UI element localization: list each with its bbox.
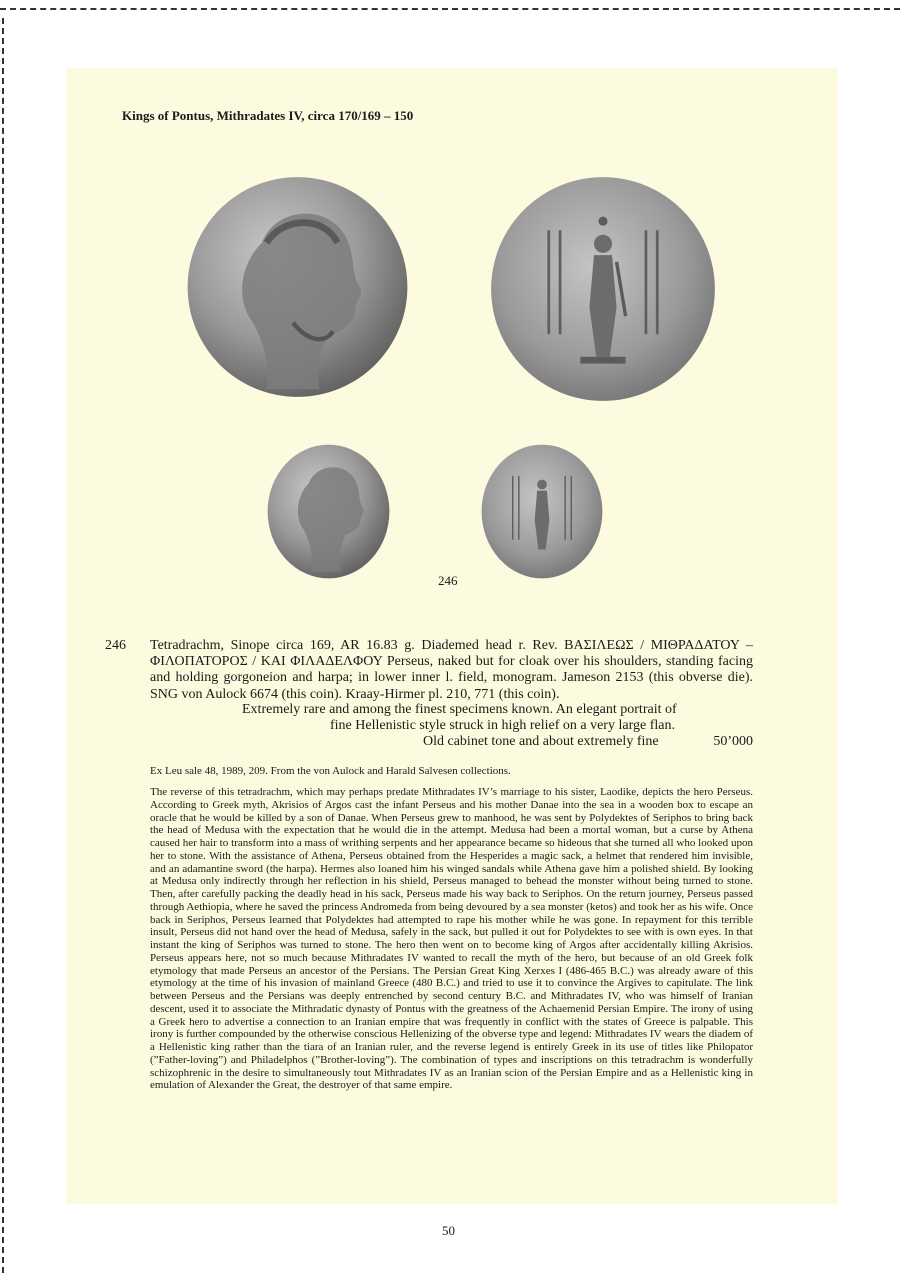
lot-description-text: Tetradrachm, Sinope circa 169, AR 16.83 g. Diademed head r. Rev. ΒΑΣΙΛΕΩΣ / ΜΙΘΡΑΔΑΤΟΥ – ΦΙΛΟΠΑΤΟΡΟΣ / ΚΑΙ ΦΙΛΑΔΕΛΦΟΥ Perseus, naked but for cloak over his shoulders, standing facing and holding gorgoneion and harpa; in lower inner l. field, monogram. Jameson 2153 (this obverse die). SNG von Aulock 6674 (this coin). Kraay-Hirmer pl. 210, 771 (this coin). (150, 638, 753, 702)
estimate-price: 50’000 (713, 734, 753, 750)
cut-line-left (2, 18, 4, 1273)
notes-line-2: fine Hellenistic style struck in high relief on a very large flan. (330, 718, 675, 734)
lot-number: 246 (105, 638, 126, 653)
coin-reverse-small-image (481, 444, 603, 579)
coin-obverse-small-image (267, 444, 390, 579)
lot-description (150, 638, 753, 703)
essay-text-block (150, 786, 753, 1092)
condition-text: Old cabinet tone and about extremely fine (423, 734, 659, 750)
plate-number: 246 (438, 573, 458, 588)
coin-reverse-large-image (490, 176, 716, 402)
lot-notes (150, 702, 753, 751)
provenance-text: Ex Leu sale 48, 1989, 209. From the von Aulock and Harald Salvesen collections. (150, 765, 511, 777)
cut-line-top (0, 8, 900, 10)
coin-obverse-large-image (185, 176, 410, 398)
essay-paragraph: The reverse of this tetradrachm, which may perhaps predate Mithradates IV’s marriage to his sister, Laodike, depicts the hero Perseus. According to Greek myth, Akrisios of Argos cast the infant Perseus and his mother Danae into the sea in a wooden box to escape an oracle that he would be killed by a son of Danae. When Perseus grew to manhood, he was sent by Polydektes of Seriphos to bring back the head of Medusa with the expectation that he would die in the attempt. Medusa had been a mortal woman, but a curse by Athena caused her hair to transform into a mass of writhing serpents and her appearance became so hideous that she turned all who looked upon her to stone. With the assistance of Athena, Perseus obtained from the Hesperides a magic sack, a helmet that rendered him invisible, and an adamantine sword (the harpa). Hermes also loaned him his winged sandals while Athena gave him a polished shield. By looking at Medusa only indirectly through her reflection in his shield, Perseus managed to behead the monster without being turned to stone. Then, after carefully packing the deadly head in his sack, Perseus made his way back to Seriphos. On the return journey, Perseus passed through Aethiopia, where he saved the princess Andromeda from being devoured by a sea monster (ketos) and took her as his wife. Once back in Seriphos, Perseus learned that Polydektes had attempted to rape his mother while he was gone. In repayment for this terrible insult, Perseus did not hand over the head of Medusa, safely in the sack, but pulled it out for Polydektes to see with is own eyes. In that instant the king of Seriphos was turned to stone. The hero then went on to become king of Argos after accidentally killing Akrisios. Perseus appears here, not so much because Mithradates IV wanted to recall the myth of the hero, but because of an old Greek folk etymology that made Perseus an ancestor of the Persians. The Persian Great King Xerxes I (486-465 B.C.) was already aware of this etymology at the time of his invasion of mainland Greece (480 B.C.) and tried to use it to convince the Argives to capitulate. The link between Perseus and the Persians was deeply entrenched by second century B.C. and Mithradates IV, who was himself of Iranian descent, used it to associate the Mithradatic dynasty of Pontus with the greatness of the Achaemenid Persian Empire. The irony of using a Greek hero to advertise a connection to an Iranian empire that was frequently in conflict with the states of Greece is palpable. This irony is further compounded by the otherwise conscious Hellenizing of the obverse type and legend: Mithradates IV wears the diadem of a Hellenistic king rather than the tiara of an Iranian ruler, and the reverse legend is entirely Greek in its use of titles like Philopator (”Father-loving”) and Philadelphos (”Brother-loving”). The combination of types and inscriptions on this tetradrachm is wonderfully schizophrenic in the desire to simultaneously tout Mithradates IV as an Iranian scion of the Persian Empire and as a Hellenistic king in emulation of Alexander the Great, the destroyer of that same empire. (150, 786, 753, 1092)
page-number: 50 (442, 1223, 455, 1238)
notes-line-1: Extremely rare and among the finest specimens known. An elegant portrait of (242, 702, 677, 717)
section-heading: Kings of Pontus, Mithradates IV, circa 170/169 – 150 (122, 108, 414, 123)
notes-line-3 (150, 734, 753, 750)
